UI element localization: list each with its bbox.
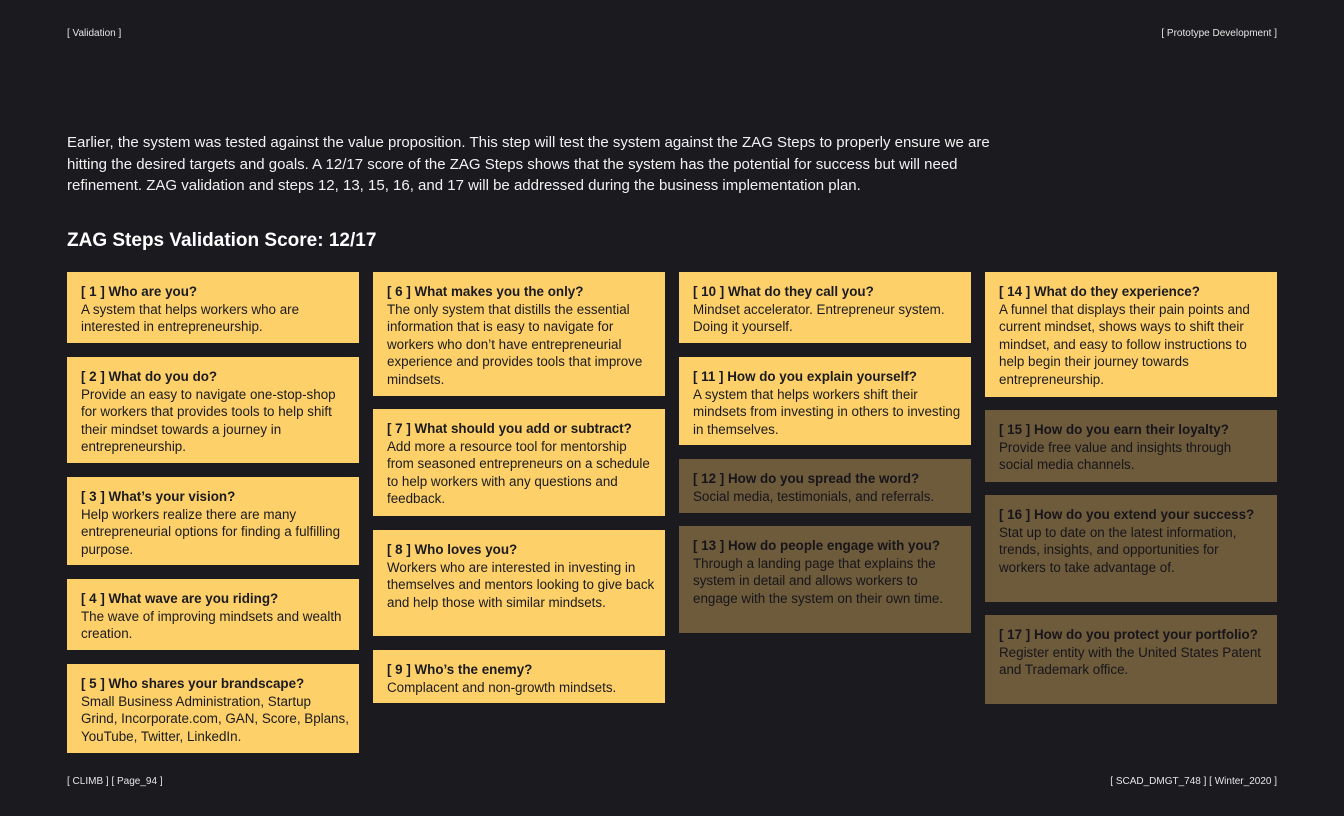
step-answer: Provide an easy to navigate one-stop-shop for workers that provides tools to help shift their mindset towards a journey in entrepreneurship. xyxy=(81,386,336,455)
step-answer: Register entity with the United States Patent and Trademark office. xyxy=(999,644,1262,678)
step-card-7 xyxy=(373,409,665,516)
header-section-label: [ Validation ] xyxy=(67,28,122,39)
step-question: [ 15 ] How do you earn their loyalty? xyxy=(999,422,1229,437)
intro-paragraph: Earlier, the system was tested against the value proposition. This step will test the system against the ZAG Steps to properly ensure we are hitting the desired targets and goals. A 12/17 score of the ZAG Steps shows that the system has the potential for success but will need refinement. ZAG validation and steps 12, 13, 15, 16, and 17 will be addressed during the business implementation plan. xyxy=(67,134,990,194)
step-answer: Help workers realize there are many entrepreneurial options for finding a fulfilling purpose. xyxy=(81,506,341,557)
step-card-3 xyxy=(67,477,359,565)
step-question: [ 12 ] How do you spread the word? xyxy=(693,471,920,486)
score-title: ZAG Steps Validation Score: 12/17 xyxy=(67,230,377,251)
step-answer: A system that helps workers shift their mindsets from investing in others to investing in themselves. xyxy=(693,386,961,437)
step-answer: Workers who are interested in investing in themselves and mentors looking to give back and help those with similar mindsets. xyxy=(387,559,655,610)
step-question: [ 11 ] How do you explain yourself? xyxy=(693,369,917,384)
step-card-11 xyxy=(679,357,971,445)
step-card-8 xyxy=(373,530,665,636)
step-question: [ 2 ] What do you do? xyxy=(81,369,218,384)
step-answer: Small Business Administration, Startup Grind, Incorporate.com, GAN, Score, Bplans, YouTube, Twitter, LinkedIn. xyxy=(81,693,349,744)
step-answer: Complacent and non-growth mindsets. xyxy=(387,679,617,695)
step-answer: Add more a resource tool for mentorship from seasoned entrepreneurs on a schedule to help workers with any questions and feedback. xyxy=(387,438,650,507)
step-answer: The wave of improving mindsets and wealth creation. xyxy=(81,608,342,642)
step-answer: Social media, testimonials, and referrals. xyxy=(693,488,935,504)
step-answer: Stat up to date on the latest information, trends, insights, and opportunities for workers to take advantage of. xyxy=(999,524,1237,575)
step-question: [ 9 ] Who’s the enemy? xyxy=(387,662,533,677)
step-card-1 xyxy=(67,272,359,343)
step-answer: Provide free value and insights through social media channels. xyxy=(999,439,1232,473)
step-question: [ 5 ] Who shares your brandscape? xyxy=(81,676,305,691)
step-answer: Mindset accelerator. Entrepreneur system. Doing it yourself. xyxy=(693,301,945,335)
step-answer: A system that helps workers who are interested in entrepreneurship. xyxy=(81,301,300,335)
step-card-5 xyxy=(67,664,359,753)
step-question: [ 4 ] What wave are you riding? xyxy=(81,591,279,606)
step-card-4 xyxy=(67,579,359,650)
footer-course-label: [ SCAD_DMGT_748 ] [ Winter_2020 ] xyxy=(1110,776,1277,787)
step-question: [ 16 ] How do you extend your success? xyxy=(999,507,1255,522)
step-card-14 xyxy=(985,272,1277,397)
step-card-15 xyxy=(985,410,1277,482)
step-question: [ 3 ] What’s your vision? xyxy=(81,489,236,504)
step-answer: The only system that distills the essential information that is easy to navigate for workers who don’t have entrepreneurial experience and provides tools that improve mindsets. xyxy=(387,301,643,387)
step-card-2 xyxy=(67,357,359,463)
step-card-6 xyxy=(373,272,665,396)
step-question: [ 14 ] What do they experience? xyxy=(999,284,1200,299)
step-card-10 xyxy=(679,272,971,343)
step-question: [ 17 ] How do you protect your portfolio? xyxy=(999,627,1258,642)
footer-page-label: [ CLIMB ] [ Page_94 ] xyxy=(67,776,163,787)
step-answer: Through a landing page that explains the system in detail and allows workers to engage with the system on their own time. xyxy=(693,555,944,606)
step-card-12 xyxy=(679,459,971,513)
step-question: [ 8 ] Who loves you? xyxy=(387,542,518,557)
step-question: [ 6 ] What makes you the only? xyxy=(387,284,584,299)
step-card-16 xyxy=(985,495,1277,602)
step-question: [ 7 ] What should you add or subtract? xyxy=(387,421,632,436)
step-question: [ 1 ] Who are you? xyxy=(81,284,198,299)
step-card-17 xyxy=(985,615,1277,704)
step-card-13 xyxy=(679,526,971,633)
step-question: [ 10 ] What do they call you? xyxy=(693,284,874,299)
step-answer: A funnel that displays their pain points and current mindset, shows ways to shift their mindset, and easy to follow instructions to help begin their journey towards entrepreneurship. xyxy=(999,301,1250,387)
step-question: [ 13 ] How do people engage with you? xyxy=(693,538,940,553)
header-chapter-label: [ Prototype Development ] xyxy=(1161,28,1277,39)
step-card-9 xyxy=(373,650,665,703)
